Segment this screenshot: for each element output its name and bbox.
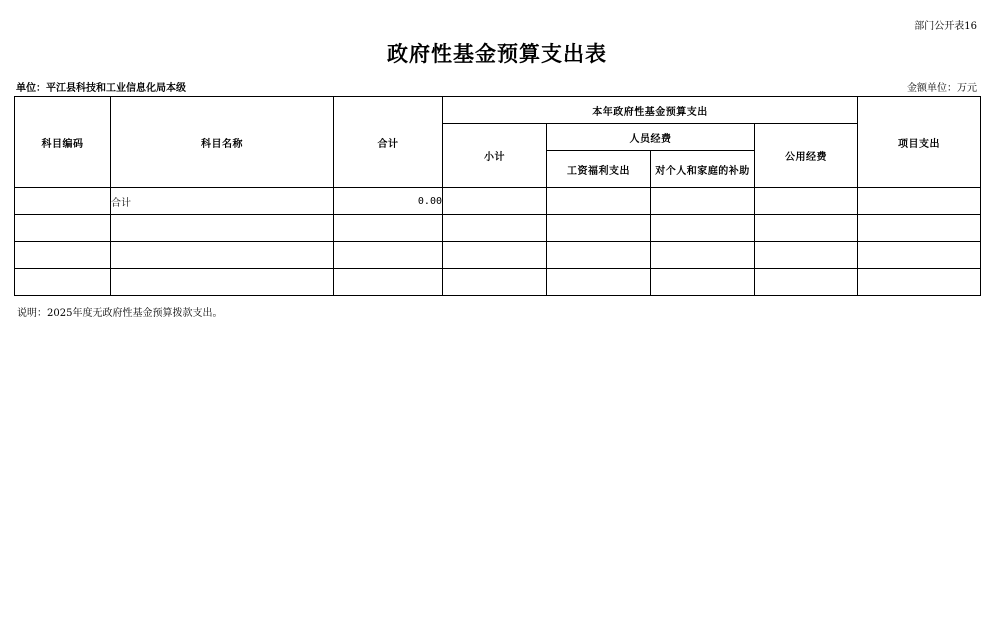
cell-project bbox=[858, 242, 981, 269]
header-salary-welfare: 工资福利支出 bbox=[547, 151, 651, 188]
cell-total bbox=[334, 215, 443, 242]
budget-table bbox=[14, 96, 981, 296]
cell-project bbox=[858, 215, 981, 242]
cell-subtotal bbox=[443, 242, 547, 269]
header-public-expense: 公用经费 bbox=[755, 124, 858, 188]
cell-name bbox=[111, 242, 334, 269]
cell-salary bbox=[547, 188, 651, 215]
cell-salary bbox=[547, 215, 651, 242]
cell-public bbox=[755, 269, 858, 296]
cell-subsidy bbox=[651, 215, 755, 242]
cell-name: 合计 bbox=[111, 188, 334, 215]
cell-total: 0.00 bbox=[334, 188, 443, 215]
header-subtotal: 小计 bbox=[443, 124, 547, 188]
cell-total bbox=[334, 242, 443, 269]
cell-code bbox=[15, 188, 111, 215]
header-subject-code: 科目编码 bbox=[15, 97, 111, 188]
footnote: 说明：2025年度无政府性基金预算拨款支出。 bbox=[17, 308, 223, 319]
cell-salary bbox=[547, 269, 651, 296]
cell-subtotal bbox=[443, 188, 547, 215]
cell-project bbox=[858, 269, 981, 296]
cell-subsidy bbox=[651, 188, 755, 215]
header-subject-name: 科目名称 bbox=[111, 97, 334, 188]
table-row bbox=[15, 188, 981, 215]
cell-subtotal bbox=[443, 215, 547, 242]
cell-code bbox=[15, 215, 111, 242]
form-number: 部门公开表16 bbox=[914, 21, 977, 32]
cell-name bbox=[111, 269, 334, 296]
unit-label: 单位：平江县科技和工业信息化局本级 bbox=[16, 83, 186, 94]
cell-subsidy bbox=[651, 269, 755, 296]
cell-project bbox=[858, 188, 981, 215]
table-row bbox=[15, 215, 981, 242]
amount-unit-label: 金额单位：万元 bbox=[907, 83, 977, 94]
page-title: 政府性基金预算支出表 bbox=[387, 42, 607, 66]
header-total: 合计 bbox=[334, 97, 443, 188]
cell-code bbox=[15, 269, 111, 296]
cell-name bbox=[111, 215, 334, 242]
cell-total bbox=[334, 269, 443, 296]
cell-public bbox=[755, 215, 858, 242]
cell-public bbox=[755, 188, 858, 215]
header-personnel-group: 人员经费 bbox=[547, 124, 755, 151]
cell-code bbox=[15, 242, 111, 269]
header-current-year-group: 本年政府性基金预算支出 bbox=[443, 97, 858, 124]
cell-subsidy bbox=[651, 242, 755, 269]
cell-subtotal bbox=[443, 269, 547, 296]
cell-public bbox=[755, 242, 858, 269]
header-family-subsidy: 对个人和家庭的补助 bbox=[651, 151, 755, 188]
cell-salary bbox=[547, 242, 651, 269]
header-project-expense: 项目支出 bbox=[858, 97, 981, 188]
table-row bbox=[15, 269, 981, 296]
table-row bbox=[15, 242, 981, 269]
